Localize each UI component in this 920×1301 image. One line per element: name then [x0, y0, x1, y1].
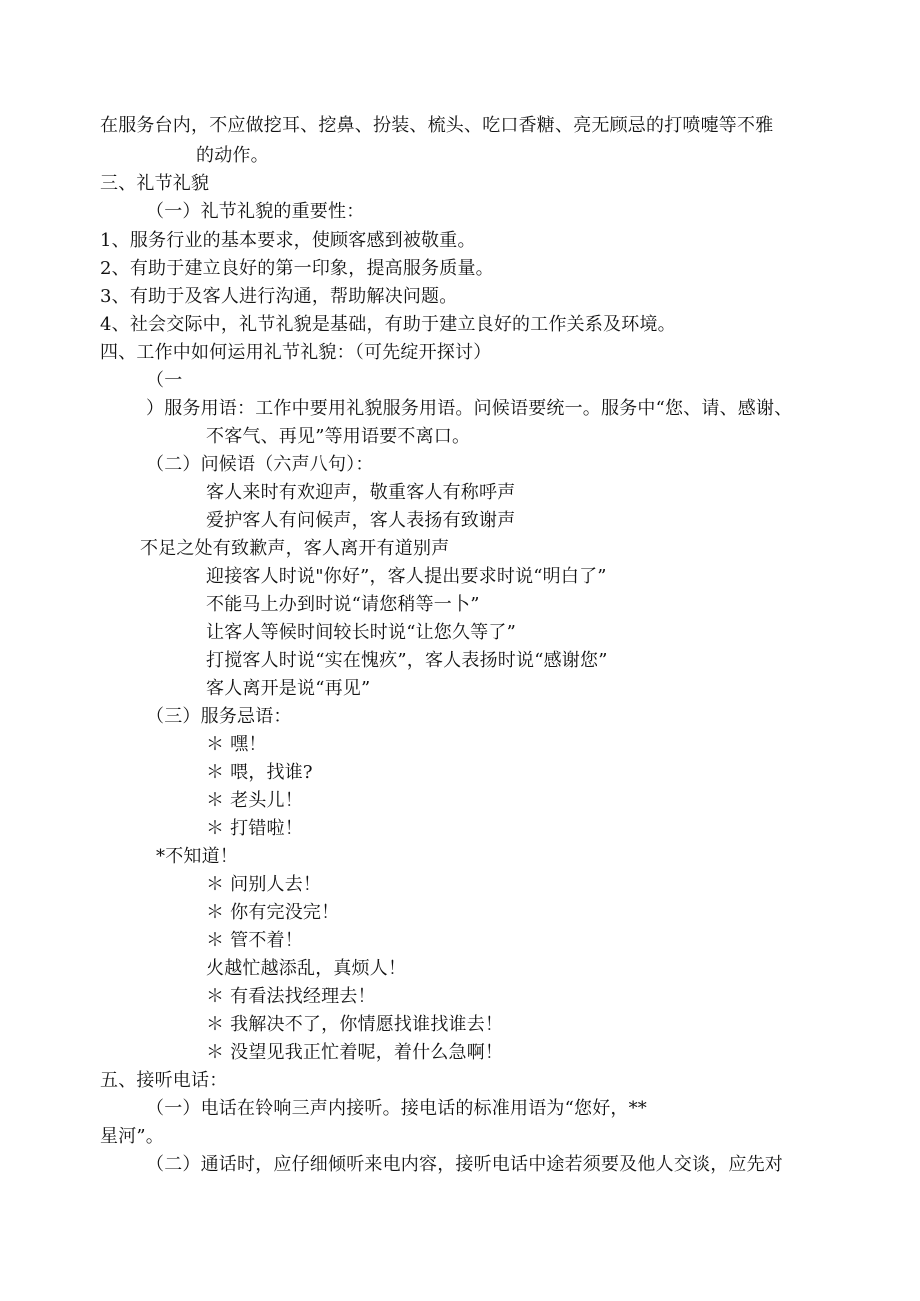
section-heading: 三、礼节礼貌 — [100, 173, 210, 194]
text-line: 星河”。 — [100, 1126, 165, 1147]
text-line: 不能马上办到时说“请您稍等一卜” — [206, 594, 480, 615]
list-item: ＊ 没望见我正忙着呢，着什么急啊！ — [206, 1042, 504, 1063]
list-item: ＊ 问别人去！ — [206, 874, 322, 895]
list-item: 4、社会交际中，礼节礼貌是基础，有助于建立良好的工作关系及环境。 — [100, 314, 676, 335]
text-line: 在服务台内，不应做挖耳、挖鼻、扮装、梳头、吃口香糖、亮无顾忌的打喷嚏等不雅 — [100, 115, 774, 136]
text-line: 客人来时有欢迎声，敬重客人有称呼声 — [206, 482, 516, 503]
list-item: 2、有助于建立良好的第一印象，提高服务质量。 — [100, 258, 494, 279]
list-item: ＊ 有看法找经理去！ — [206, 986, 376, 1007]
text-line: 不客气、再见”等用语要不离口。 — [206, 426, 471, 447]
list-item: 火越忙越添乱，真烦人！ — [206, 958, 407, 979]
list-item: 3、有助于及客人进行沟通，帮助解决问题。 — [100, 286, 458, 307]
section-heading: 五、接听电话： — [100, 1070, 228, 1091]
list-item: ＊ 老头儿！ — [206, 790, 303, 811]
text-line: （一）电话在铃响三声内接听。接电话的标准用语为“您好，** — [146, 1098, 647, 1119]
text-line: （二）通话时，应仔细倾听来电内容，接听电话中途若须要及他人交谈，应先对 — [146, 1154, 783, 1175]
text-line: （一 — [146, 370, 183, 391]
subsection-heading: （一）礼节礼貌的重要性： — [146, 201, 365, 222]
list-item: 1、服务行业的基本要求，使顾客感到被敬重。 — [100, 230, 476, 251]
text-line: 爱护客人有问候声，客人表扬有致谢声 — [206, 510, 516, 531]
text-line: 打搅客人时说“实在愧疚”，客人表扬时说“感谢您” — [206, 650, 608, 671]
list-item: ＊ 嘿！ — [206, 734, 267, 755]
list-item: ＊ 管不着！ — [206, 930, 303, 951]
text-line: 让客人等候时间较长时说“让您久等了” — [206, 622, 517, 643]
list-item: *不知道！ — [156, 846, 238, 867]
text-line: ）服务用语：工作中要用礼貌服务用语。问候语要统一。服务中“您、请、感谢、 — [146, 398, 793, 419]
list-item: ＊ 我解决不了，你情愿找谁找谁去！ — [206, 1014, 504, 1035]
text-line: 迎接客人时说"你好”，客人提出要求时说“明白了” — [206, 566, 607, 587]
text-line: 不足之处有致歉声，客人离开有道别声 — [140, 538, 450, 559]
list-item: ＊ 打错啦！ — [206, 818, 303, 839]
subsection-heading: （三）服务忌语： — [146, 706, 292, 727]
text-line: 的动作。 — [196, 145, 269, 166]
list-item: ＊ 喂，找谁? — [206, 762, 313, 783]
section-heading: 四、工作中如何运用礼节礼貌：（可先绽开探讨） — [100, 342, 492, 363]
list-item: ＊ 你有完没完！ — [206, 902, 340, 923]
text-line: 客人离开是说“再见” — [206, 678, 371, 699]
subsection-heading: （二）问候语（六声八句）： — [146, 454, 374, 475]
